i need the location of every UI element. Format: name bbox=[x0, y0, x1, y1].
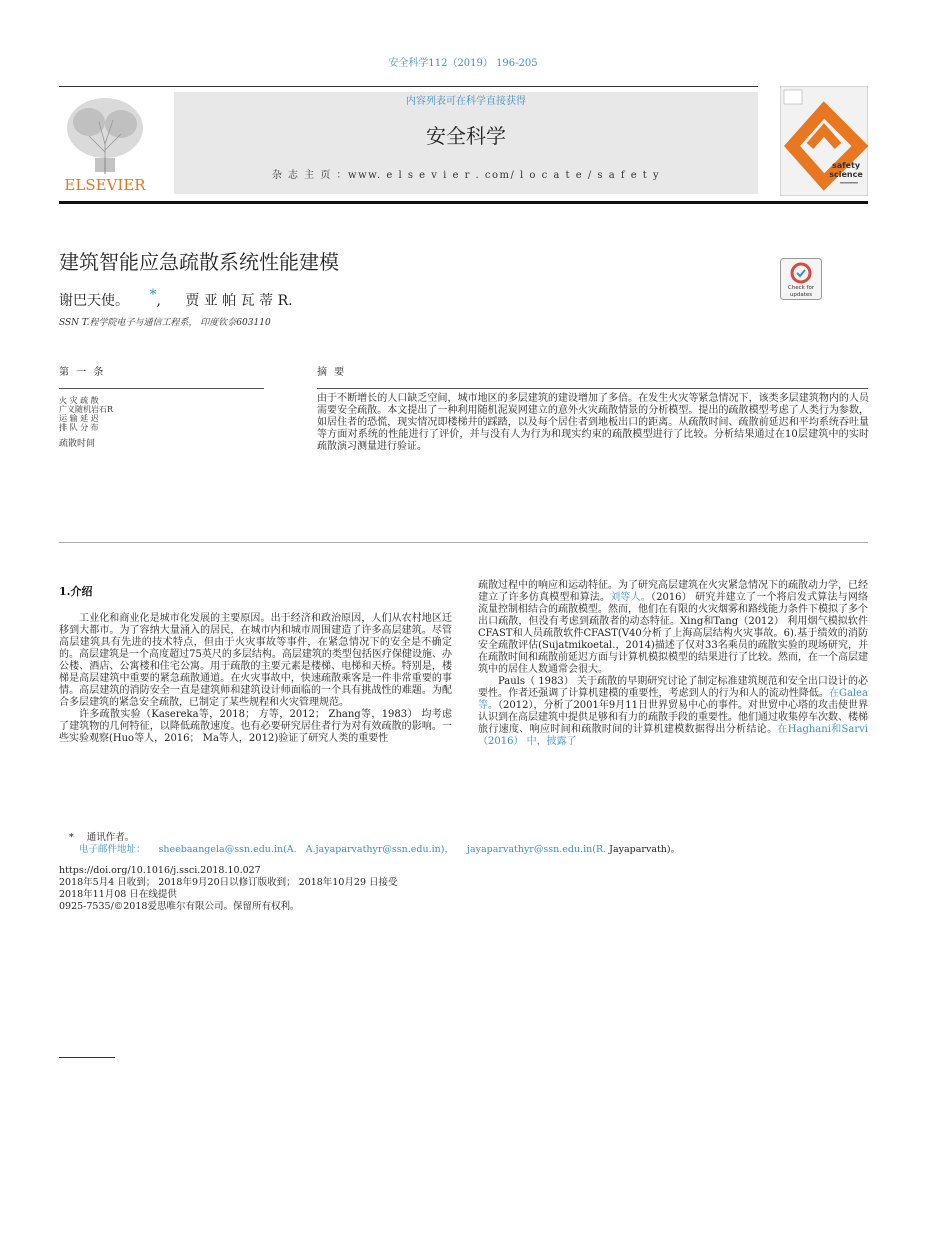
doi-link[interactable]: https://doi.org/10.1016/j.ssci.2018.10.027 bbox=[59, 865, 261, 876]
received-dates: 2018年5月4 日收到； 2018年9月20日以修订版收到； 2018年10月29 日接受 bbox=[59, 877, 398, 888]
footnote-star: * bbox=[69, 832, 74, 843]
check-updates-icon bbox=[780, 258, 822, 300]
author-2[interactable]: 贾 亚 帕 瓦 蒂 R. bbox=[185, 293, 293, 309]
text-run: （2016） 研究并建立了一个将启发式算法与网络流量控制相结合的疏散模型。然而，他们在有限的火灾烟雾和路线能力条件下模拟了多个出口疏散，但没有考虑到疏散者的动态特征。Xing和Tang（2012） 利用烟气模拟软件CFAST和人员疏散软件CFAST(V40分析了上海高层结构火灾事故。6).基于绩效的消防安全疏散评估(Sujatmikoetal.，2014)描述了仅对33名乘员的疏散实验的现场研究，并在疏散时间和疏散前延迟方面与计算机模拟模型的结果进行了比较。然而，在一个高层建筑中的居住人数通常会很大。 bbox=[478, 592, 868, 675]
journal-reference[interactable]: 安全科学112（2019） 196-205 bbox=[388, 58, 538, 69]
article-info-label: 第 一 条 bbox=[59, 367, 106, 378]
abstract-label: 摘 要 bbox=[317, 367, 347, 378]
article-title: 建筑智能应急疏散系统性能建模 bbox=[59, 250, 339, 274]
author-separator: , bbox=[156, 293, 161, 309]
footnote-corresponding: 通讯作者。 bbox=[86, 832, 135, 843]
body-right-column bbox=[478, 580, 868, 748]
body-paragraph bbox=[478, 676, 868, 748]
contents-list-link[interactable]: 内容列表可在科学直接获得 bbox=[406, 96, 526, 107]
article-info-rule bbox=[59, 388, 264, 389]
journal-cover[interactable] bbox=[780, 86, 868, 196]
elsevier-wordmark: ELSEVIER bbox=[64, 176, 146, 194]
keyword-item: 广义随机岩石R bbox=[59, 405, 114, 414]
citation-link[interactable]: 在Galea等。 bbox=[478, 688, 869, 711]
citation-link[interactable]: 刘等人。 bbox=[610, 592, 651, 603]
check-for-updates-button[interactable] bbox=[780, 258, 822, 300]
keywords bbox=[59, 396, 269, 449]
email-tail: Jayaparvath)。 bbox=[609, 844, 681, 855]
email-line bbox=[79, 844, 680, 856]
email-label: 电子邮件地址： bbox=[79, 844, 146, 855]
affiliation: SSN T.程学院电子与通信工程系， 印度钦奈603110 bbox=[59, 318, 271, 328]
email-link[interactable]: A.jayaparvathyr@ssn.edu.in)， bbox=[305, 844, 455, 855]
keyword-item: 火 灾 疏 散 bbox=[59, 396, 99, 405]
body-paragraph: 工业化和商业化是城市化发展的主要原因。出于经济和政治原因，人们从农村地区迁移到大都市。为了容纳大量涌入的居民，在城市内和城市周围建造了许多高层建筑。尽管高层建筑具有先进的技术特点，但由于火灾事故等事件，在紧急情况下的安全是不确定的。高层建筑是一个高度超过75英尺的多层结构。高层建筑的类型包括医疗保健设施、办公楼、酒店、公寓楼和住宅公寓。用于疏散的主要元素是楼梯、电梯和天桥。特别是，楼梯是高层建筑中重要的紧急疏散通道。在火灾事故中，快速疏散乘客是一件非常重要的事情。高层建筑的消防安全一直是建筑师和建筑设计师面临的一个具有挑战性的难题。为配合多层建筑的紧急安全疏散，已制定了某些规程和火灾管理规范。 bbox=[59, 613, 452, 708]
author-1[interactable]: 谢巴天使。 bbox=[59, 293, 129, 309]
abstract-text: 由于不断增长的人口缺乏空间，城市地区的多层建筑的建设增加了多倍。在发生火灾等紧急情况下，该类多层建筑物内的人员需要安全疏散。本文提出了一种利用随机泥炭网建立的意外火灾疏散情景的分析模型。提出的疏散模型考虑了人类行为参数，如居住者的恐慌，现实情况即楼梯井的踩踏，以及每个居住者到地板出口的距离。从疏散时间、疏散前延迟和平均系统吞吐量等方面对系统的性能进行了评价，并与没有人为行为和现实约束的疏散模型进行了比较。分析结果通过在10层建筑中的实时疏散演习测量进行验证。 bbox=[317, 393, 869, 452]
check-updates-line1: Check for bbox=[787, 285, 815, 291]
body-paragraph: 许多疏散实验（Kasereka等，2018； 方等，2012； Zhang等，1983） 均考虑了建筑物的几何特征，以降低疏散速度。也有必要研究居住者行为对有效疏散的影响。一些实验观察(Huo等人，2016； Ma等人，2012)验证了研究人类的重要性 bbox=[59, 709, 452, 744]
copyright-notice: 0925-7535/©2018爱思唯尔有限公司。保留所有权利。 bbox=[59, 901, 300, 912]
journal-homepage[interactable]: 杂 志 主 页 ：www. e l s e v i e r . com/ l o c a t e / s a f e t y bbox=[271, 170, 661, 181]
corresponding-author-note bbox=[69, 832, 134, 844]
text-run: （2012），分析了2001年9月11日世界贸易中心的事件。对世贸中心塔的攻击使世界认识到在高层建筑中提供足够和有力的疏散手段的重要性。他们通过收集停车次数、楼梯旅行速度、响应时间和疏散时间的计算机建模数据得出分析结论。 bbox=[478, 700, 868, 735]
cover-image-icon bbox=[780, 86, 868, 196]
author-list bbox=[59, 287, 293, 310]
text-run: Pauls（ 1983） 关于疏散的早期研究讨论了制定标准建筑规范和安全出口设计的必要性。作者还强调了计算机建模的重要性，考虑到人的行为和人的流动性降低。 bbox=[478, 676, 868, 699]
online-date: 2018年11月08 日在线提供 bbox=[59, 889, 177, 900]
abstract-rule bbox=[317, 388, 868, 389]
header-rule bbox=[59, 86, 758, 87]
journal-banner bbox=[174, 92, 758, 194]
body-paragraph bbox=[478, 580, 868, 676]
header-thick-rule bbox=[59, 201, 868, 204]
email-link[interactable]: sheebaangela@ssn.edu.in(A. bbox=[158, 844, 297, 855]
cover-title-line2: science bbox=[829, 170, 863, 179]
cover-title-line1: safety bbox=[831, 161, 861, 170]
section-heading-introduction: 1.介绍 bbox=[59, 585, 93, 598]
journal-title: 安全科学 bbox=[426, 124, 506, 148]
page-footer-rule bbox=[59, 1057, 115, 1058]
text-run: 疏散过程中的响应和运动特征。为了研究高层建筑在火灾紧急情况下的疏散动力学，已经建立了许多仿真模型和算法。 bbox=[478, 580, 868, 603]
elsevier-logo bbox=[59, 92, 151, 194]
keyword-item: 疏散时间 bbox=[59, 439, 96, 449]
corresponding-author-mark[interactable]: * bbox=[149, 287, 157, 303]
elsevier-tree-icon bbox=[59, 92, 151, 194]
abstract-separator bbox=[59, 542, 868, 543]
check-updates-line2: updates bbox=[789, 292, 813, 298]
body-left-column bbox=[59, 613, 452, 745]
citation-link[interactable]: 在Haghani和Sarvi（2016） 中，披露了 bbox=[478, 724, 868, 747]
keyword-item: 排 队 分 布 bbox=[59, 423, 99, 432]
email-link[interactable]: jayaparvathyr@ssn.edu.in(R. bbox=[467, 844, 607, 855]
keyword-item: 运 输 延 迟 bbox=[59, 414, 99, 423]
